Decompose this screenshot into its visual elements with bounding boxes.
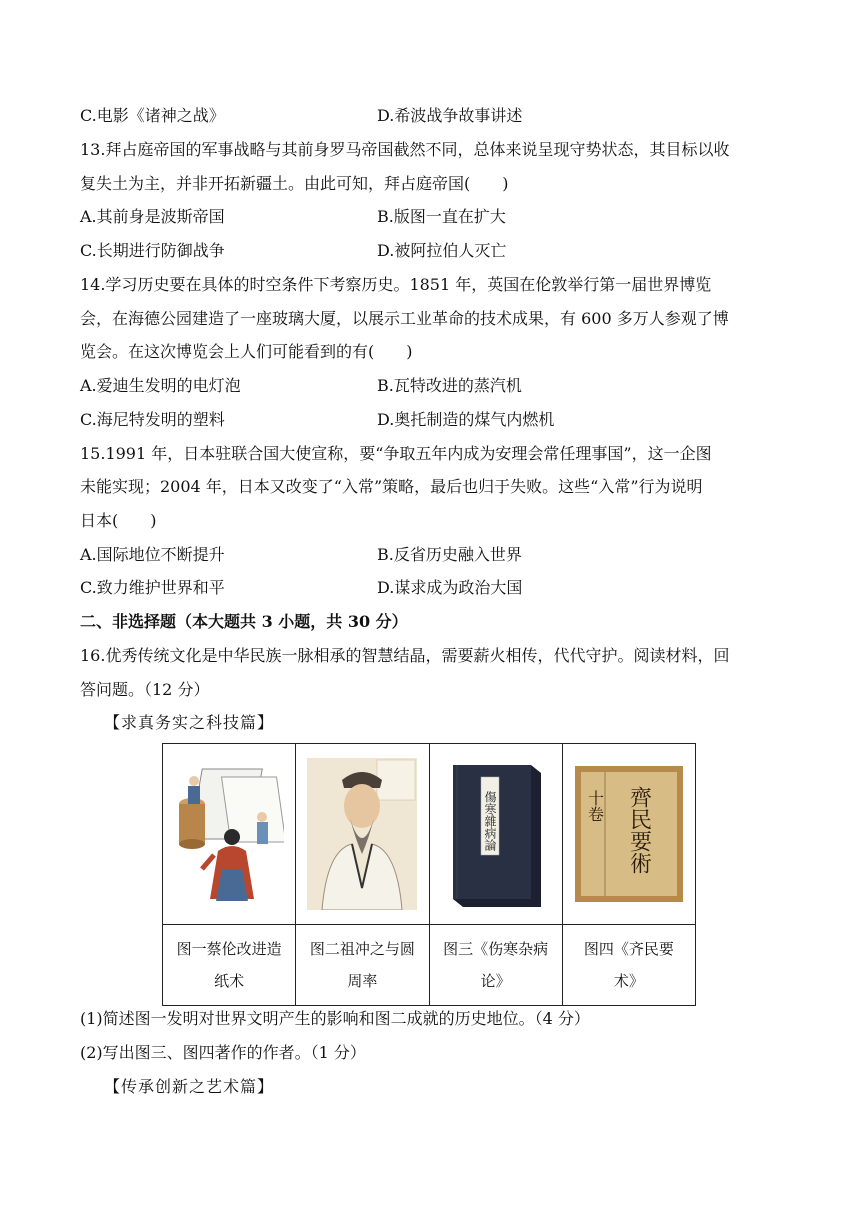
q12-option-d: D.希波战争故事讲述: [377, 106, 523, 125]
book-4-side: 十卷: [585, 790, 605, 822]
zu-chongzhi-portrait: [307, 758, 417, 910]
q16-stem-line2: 答问题。（12 分）: [80, 680, 210, 699]
figure-table: [162, 743, 696, 1006]
q13-stem-line2: 复失土为主，并非开拓新疆土。由此可知，拜占庭帝国( ): [80, 174, 509, 193]
q12-option-c: C.电影《诸神之战》: [80, 106, 225, 125]
q16-subquestion-2: (2)写出图三、图四著作的作者。（1 分）: [80, 1043, 366, 1062]
figure-3-cell: [429, 744, 562, 925]
q13-option-d: D.被阿拉伯人灭亡: [377, 241, 507, 260]
book-4-title: 齊民要術: [626, 786, 652, 874]
q15-stem-line2: 未能实现；2004 年，日本又改变了“入常”策略，最后也归于失败。这些“入常”行为说明: [80, 477, 703, 496]
figure-4-caption: 图四《齐民要术》: [583, 940, 674, 990]
q15-stem-line3: 日本( ): [80, 511, 157, 530]
q14-option-d: D.奥托制造的煤气内燃机: [377, 410, 555, 429]
q14-option-a: A.爱迪生发明的电灯泡: [80, 376, 241, 395]
figure-2-cell: [296, 744, 429, 925]
q13-option-a: A.其前身是波斯帝国: [80, 207, 225, 226]
q15-option-b: B.反省历史融入世界: [377, 545, 522, 564]
book-3-title: 傷寒雜病論: [482, 791, 497, 851]
q14-stem-line3: 览会。在这次博览会上人们可能看到的有( ): [80, 342, 413, 361]
q14-stem-line1: 14.学习历史要在具体的时空条件下考察历史。1851 年，英国在伦敦举行第一届世界博览: [80, 275, 712, 294]
q14-option-b: B.瓦特改进的蒸汽机: [377, 376, 522, 395]
q13-option-c: C.长期进行防御战争: [80, 241, 225, 260]
q15-stem-line1: 15.1991 年，日本驻联合国大使宣称，要“争取五年内成为安理会常任理事国”，这一企图: [80, 444, 712, 463]
qiminyaoshu-book-image: [575, 766, 683, 902]
q16-stem-line1: 16.优秀传统文化是中华民族一脉相承的智慧结晶，需要薪火相传，代代守护。阅读材料，回: [80, 646, 730, 665]
shanghan-book-image: [443, 759, 549, 909]
q14-stem-line2: 会，在海德公园建造了一座玻璃大厦，以展示工业革命的技术成果，有 600 多万人参观了博: [80, 309, 729, 328]
papermaking-illustration: [174, 759, 284, 909]
figure-3-caption: 图三《伤寒杂病论》: [443, 940, 549, 990]
q13-option-b: B.版图一直在扩大: [377, 207, 506, 226]
figure-4-cell: [562, 744, 695, 925]
material-tag-art: 【传承创新之艺术篇】: [104, 1077, 275, 1096]
q15-option-a: A.国际地位不断提升: [80, 545, 225, 564]
q15-option-d: D.谋求成为政治大国: [377, 578, 523, 597]
q13-stem-line1: 13.拜占庭帝国的军事战略与其前身罗马帝国截然不同，总体来说呈现守势状态，其目标以收: [80, 140, 730, 159]
figure-1-caption: 图一蔡伦改进造纸术: [176, 940, 282, 990]
section-heading: 二、非选择题（本大题共 3 小题，共 30 分）: [80, 612, 408, 631]
q14-option-c: C.海尼特发明的塑料: [80, 410, 225, 429]
q16-subquestion-1: (1)简述图一发明对世界文明产生的影响和图二成就的历史地位。（4 分）: [80, 1009, 590, 1028]
material-tag-science: 【求真务实之科技篇】: [104, 713, 275, 732]
figure-1-cell: [163, 744, 296, 925]
q15-option-c: C.致力维护世界和平: [80, 578, 225, 597]
figure-2-caption: 图二祖冲之与圆周率: [309, 940, 415, 990]
